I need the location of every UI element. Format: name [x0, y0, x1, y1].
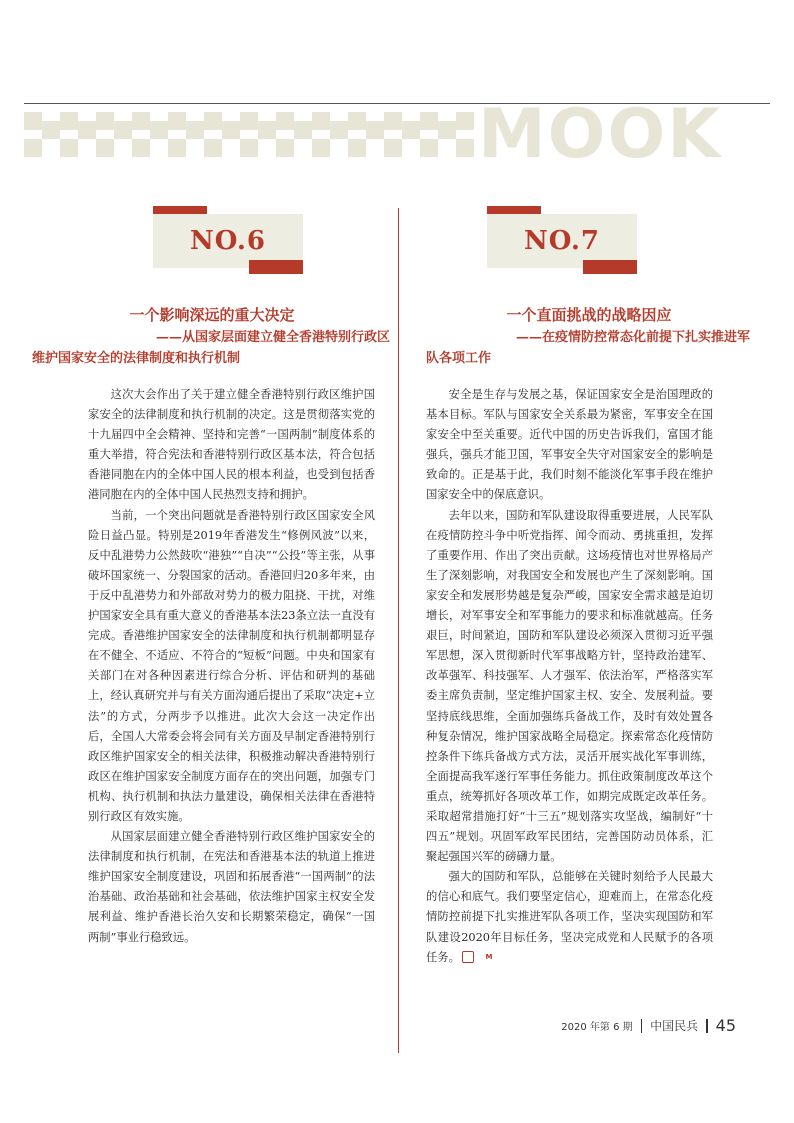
paragraph: 安全是生存与发展之基，保证国家安全是治国理政的基本目标。军队与国家安全关系最为紧密，军事安全在国家安全中至关重要。近代中国的历史告诉我们，富国才能强兵，强兵才能卫国，军事安全失守对国家安全的影响是致命的。正是基于此，我们时刻不能淡化军事手段在维护国家安全中的保底意识。 — [426, 388, 713, 502]
section-title: 一个影响深远的重大决定 — [129, 306, 295, 324]
section-subtitle: ——在疫情防控常态化前提下扎实推进军 队各项工作 — [426, 330, 750, 366]
section-badge-right — [487, 206, 637, 274]
page-number: 45 — [715, 1016, 736, 1035]
magazine-name: 中国民兵 — [650, 1019, 699, 1033]
end-mark-icon: M — [462, 951, 474, 963]
badge-number: NO.6 — [153, 214, 303, 268]
paragraph: 强大的国防和军队，总能够在关键时刻给予人民最大的信心和底气。我们要坚定信心，迎难而上，在常态化疫情防控前提下扎实推进军队各项工作，坚决实现国防和军队建设2020年目标任务，坚决完成党和人民赋予的各项任务。 M — [426, 870, 713, 964]
column-divider — [398, 208, 399, 1053]
heading-right — [426, 305, 752, 369]
paragraph: 这次大会作出了关于建立健全香港特别行政区维护国家安全的法律制度和执行机制的决定。这是贯彻落实党的十九届四中全会精神、坚持和完善“一国两制”制度体系的重大举措，符合宪法和香港特别行政区基本法，符合包括香港同胞在内的全体中国人民的根本利益，也受到包括香港同胞在内的全体中国人民热烈支持和拥护。 — [88, 388, 375, 502]
mook-wordmark: MOOK — [478, 95, 722, 174]
paragraph: 从国家层面建立健全香港特别行政区维护国家安全的法律制度和执行机制，在宪法和香港基本法的轨道上推进维护国家安全制度建设，巩固和拓展香港“一国两制”的法治基础、政治基础和社会基础，依法维护国家主权安全发展利益、维护香港长治久安和长期繁荣稳定，确保“一国两制”事业行稳致远。 — [88, 830, 375, 944]
section-title: 一个直面挑战的战略因应 — [506, 306, 672, 324]
page-footer — [561, 1016, 736, 1035]
body-text-left — [88, 385, 375, 948]
body-text-right — [426, 385, 713, 968]
paragraph: 当前，一个突出问题就是香港特别行政区国家安全风险日益凸显。特别是2019年香港发生“修例风波”以来，反中乱港势力公然鼓吹“港独”“自决”“公投”等主张，从事破坏国家统一、分裂国家的活动。香港回归20多年来，由于反中乱港势力和外部敌对势力的极力阻挠、干扰，对维护国家安全具有重大意义的香港基本法23条立法一直没有完成。香港维护国家安全的法律制度和执行机制都明显存在不健全、不适应、不符合的“短板”问题。中央和国家有关部门在对各种因素进行综合分析、评估和研判的基础上，经认真研究并与有关方面沟通后提出了采取“决定+立法”的方式，分两步予以推进。此次大会这一决定作出后，全国人大常委会将会同有关方面及早制定香港特别行政区维护国家安全的相关法律，积极推动解决香港特别行政区在维护国家安全制度方面存在的突出问题，加强专门机构、执行机制和执法力量建设，确保相关法律在香港特别行政区有效实施。 — [88, 508, 375, 823]
issue-label: 2020 年第 6 期 — [561, 1022, 633, 1033]
section-badge-left — [153, 206, 303, 274]
section-subtitle: ——从国家层面建立健全香港特别行政区 维护国家安全的法律制度和执行机制 — [32, 330, 390, 366]
heading-left — [32, 305, 392, 369]
paragraph: 去年以来，国防和军队建设取得重要进展，人民军队在疫情防控斗争中听党指挥、闻令而动、勇挑重担，发挥了重要作用、作出了突出贡献。这场疫情也对世界格局产生了深刻影响，对我国安全和发展也产生了深刻影响。国家安全和发展形势越是复杂严峻，国家安全需求越是迫切增长，对军事安全和军事能力的要求和标准就越高。任务艰巨，时间紧迫，国防和军队建设必须深入贯彻习近平强军思想，深入贯彻新时代军事战略方针，坚持政治建军、改革强军、科技强军、人才强军、依法治军，严格落实军委主席负责制，坚定维护国家主权、安全、发展利益。要坚持底线思维，全面加强练兵备战工作，及时有效处置各种复杂情况，维护国家战略全局稳定。探索常态化疫情防控条件下练兵备战方式方法，灵活开展实战化军事训练，全面提高我军遂行军事任务能力。抓住政策制度改革这个重点，统筹抓好各项改革工作，如期完成既定改革任务。采取超常措施打好“十三五”规划落实攻坚战，编制好“十四五”规划。巩固军政军民团结，完善国防动员体系，汇聚起强国兴军的磅礴力量。 — [426, 508, 713, 864]
footer-separator — [706, 1019, 708, 1033]
badge-number: NO.7 — [487, 214, 637, 268]
footer-separator — [641, 1019, 643, 1033]
